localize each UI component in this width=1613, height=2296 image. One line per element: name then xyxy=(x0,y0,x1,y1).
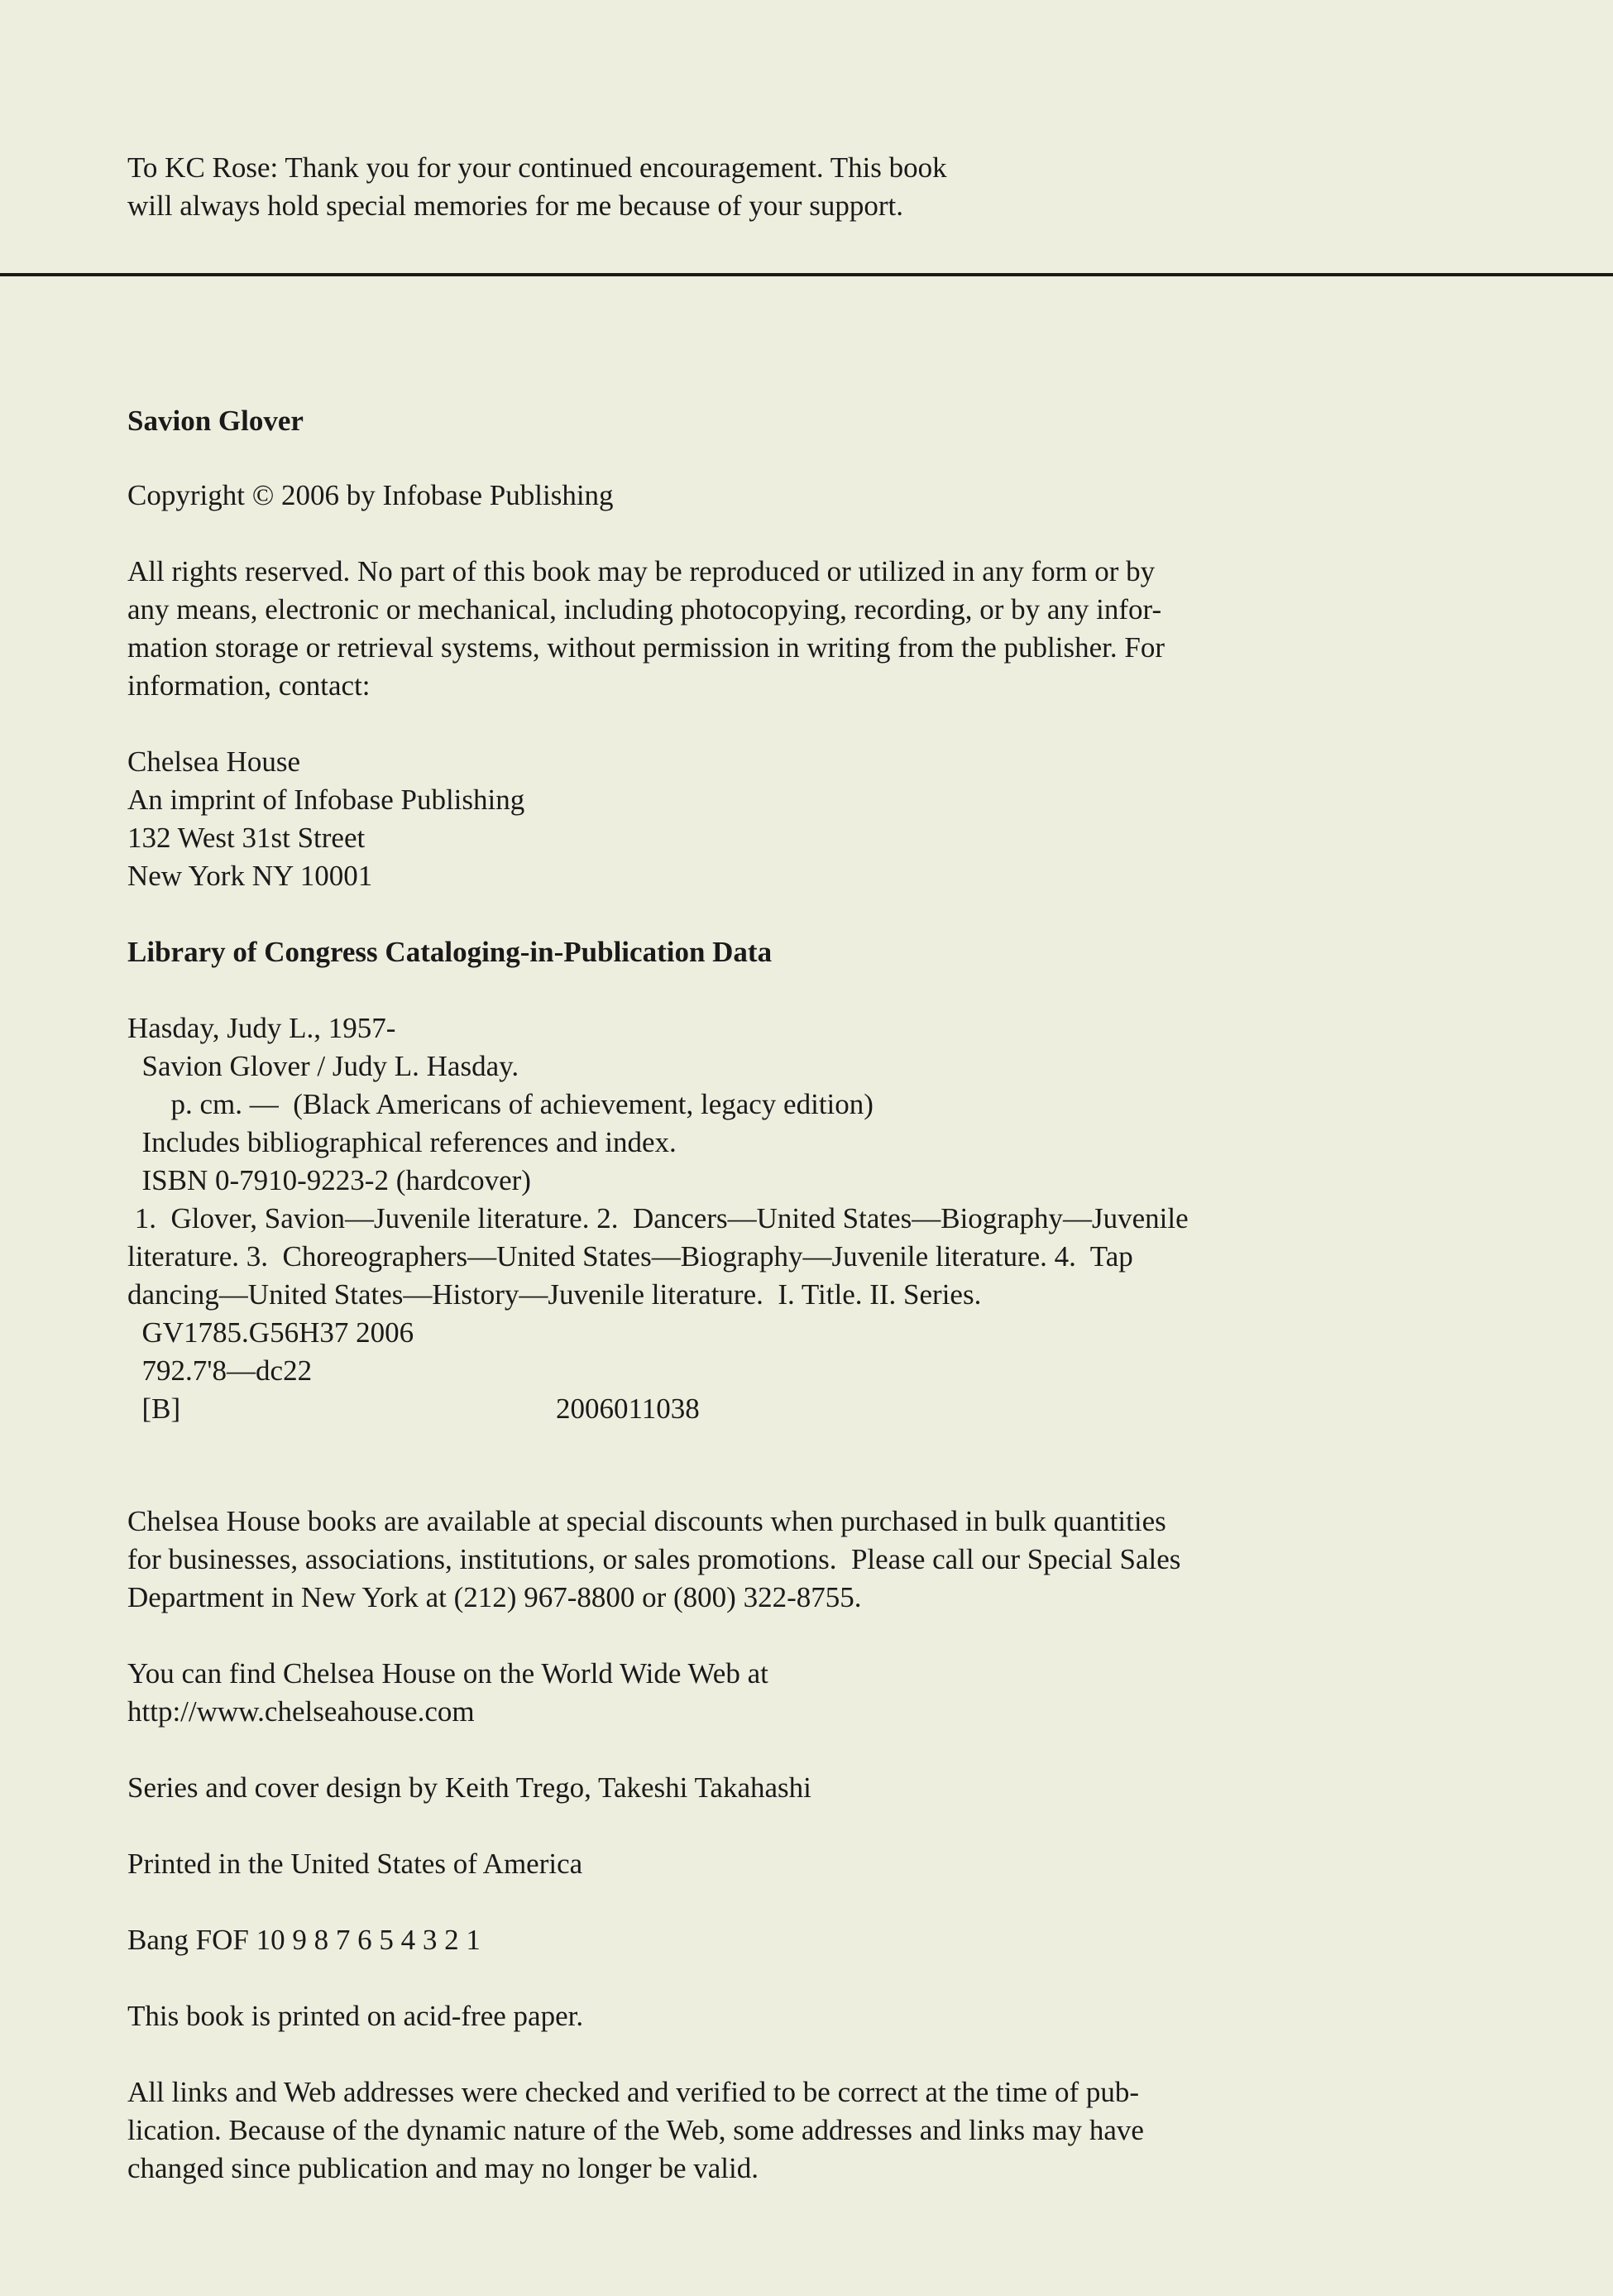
dedication xyxy=(127,149,1269,225)
rights-line: information, contact: xyxy=(127,669,371,702)
design-credit: Series and cover design by Keith Trego, Takeshi Takahashi xyxy=(127,1771,811,1804)
copyright-notice: Copyright © 2006 by Infobase Publishing xyxy=(127,479,614,511)
cip-dewey: 792.7'8—dc22 xyxy=(127,1354,313,1387)
dedication-line: will always hold special memories for me because of your support. xyxy=(127,189,903,222)
cip-physical: p. cm. — (Black Americans of achievement, legacy edition) xyxy=(127,1088,874,1120)
bulk-sales-line: for businesses, associations, institutions, or sales promotions. Please call our Special Sales xyxy=(127,1543,1181,1575)
links-notice-line: All links and Web addresses were checked and verified to be correct at the time of pub- xyxy=(127,2076,1140,2108)
web-intro: You can find Chelsea House on the World Wide Web at xyxy=(127,1657,768,1690)
cip-subjects: literature. 3. Choreographers—United States—Biography—Juvenile literature. 4. Tap xyxy=(127,1240,1133,1273)
rights-line: All rights reserved. No part of this book may be reproduced or utilized in any form or by xyxy=(127,555,1156,587)
cip-isbn: ISBN 0-7910-9223-2 (hardcover) xyxy=(127,1164,531,1196)
website-link[interactable]: http://www.chelseahouse.com xyxy=(127,1695,475,1728)
cip-record xyxy=(127,1009,1269,1428)
address-line: An imprint of Infobase Publishing xyxy=(127,784,525,816)
cip-subjects: 1. Glover, Savion—Juvenile literature. 2. Dancers—United States—Biography—Juvenile xyxy=(127,1202,1189,1234)
cip-author: Hasday, Judy L., 1957- xyxy=(127,1012,396,1044)
cip-notes: Includes bibliographical references and index. xyxy=(127,1126,677,1158)
rights-line: any means, electronic or mechanical, including photocopying, recording, or by any infor- xyxy=(127,593,1162,626)
dedication-line: To KC Rose: Thank you for your continued encouragement. This book xyxy=(127,151,947,184)
book-title: Savion Glover xyxy=(127,405,304,437)
address-line: 132 West 31st Street xyxy=(127,822,366,854)
bulk-sales-line: Chelsea House books are available at special discounts when purchased in bulk quantities xyxy=(127,1505,1166,1537)
rights-line: mation storage or retrieval systems, without permission in writing from the publisher. For xyxy=(127,631,1165,664)
cip-lccn: 2006011038 xyxy=(556,1392,700,1425)
web-notice xyxy=(127,1655,1269,1731)
cip-lc-class: GV1785.G56H37 2006 xyxy=(127,1316,414,1349)
links-notice-line: changed since publication and may no longer be valid. xyxy=(127,2152,759,2184)
bulk-sales-line: Department in New York at (212) 967-8800 or (800) 322-8755. xyxy=(127,1581,862,1613)
cip-heading: Library of Congress Cataloging-in-Publication Data xyxy=(127,936,773,968)
rights-statement xyxy=(127,553,1269,705)
printed-in: Printed in the United States of America xyxy=(127,1848,583,1880)
paper-notice: This book is printed on acid-free paper. xyxy=(127,2000,584,2032)
links-notice-line: lication. Because of the dynamic nature of the Web, some addresses and links may have xyxy=(127,2114,1144,2146)
bulk-sales-notice xyxy=(127,1503,1269,1617)
cip-bracket-line xyxy=(127,1390,1269,1428)
links-notice xyxy=(127,2073,1269,2188)
address-line: New York NY 10001 xyxy=(127,860,373,892)
cip-bracket: [B] xyxy=(127,1392,181,1425)
publisher-address xyxy=(127,743,1269,895)
print-line: Bang FOF 10 9 8 7 6 5 4 3 2 1 xyxy=(127,1924,481,1956)
cip-title: Savion Glover / Judy L. Hasday. xyxy=(127,1050,519,1082)
cip-subjects: dancing—United States—History—Juvenile literature. I. Title. II. Series. xyxy=(127,1278,982,1311)
divider xyxy=(0,273,1613,276)
address-line: Chelsea House xyxy=(127,745,300,778)
